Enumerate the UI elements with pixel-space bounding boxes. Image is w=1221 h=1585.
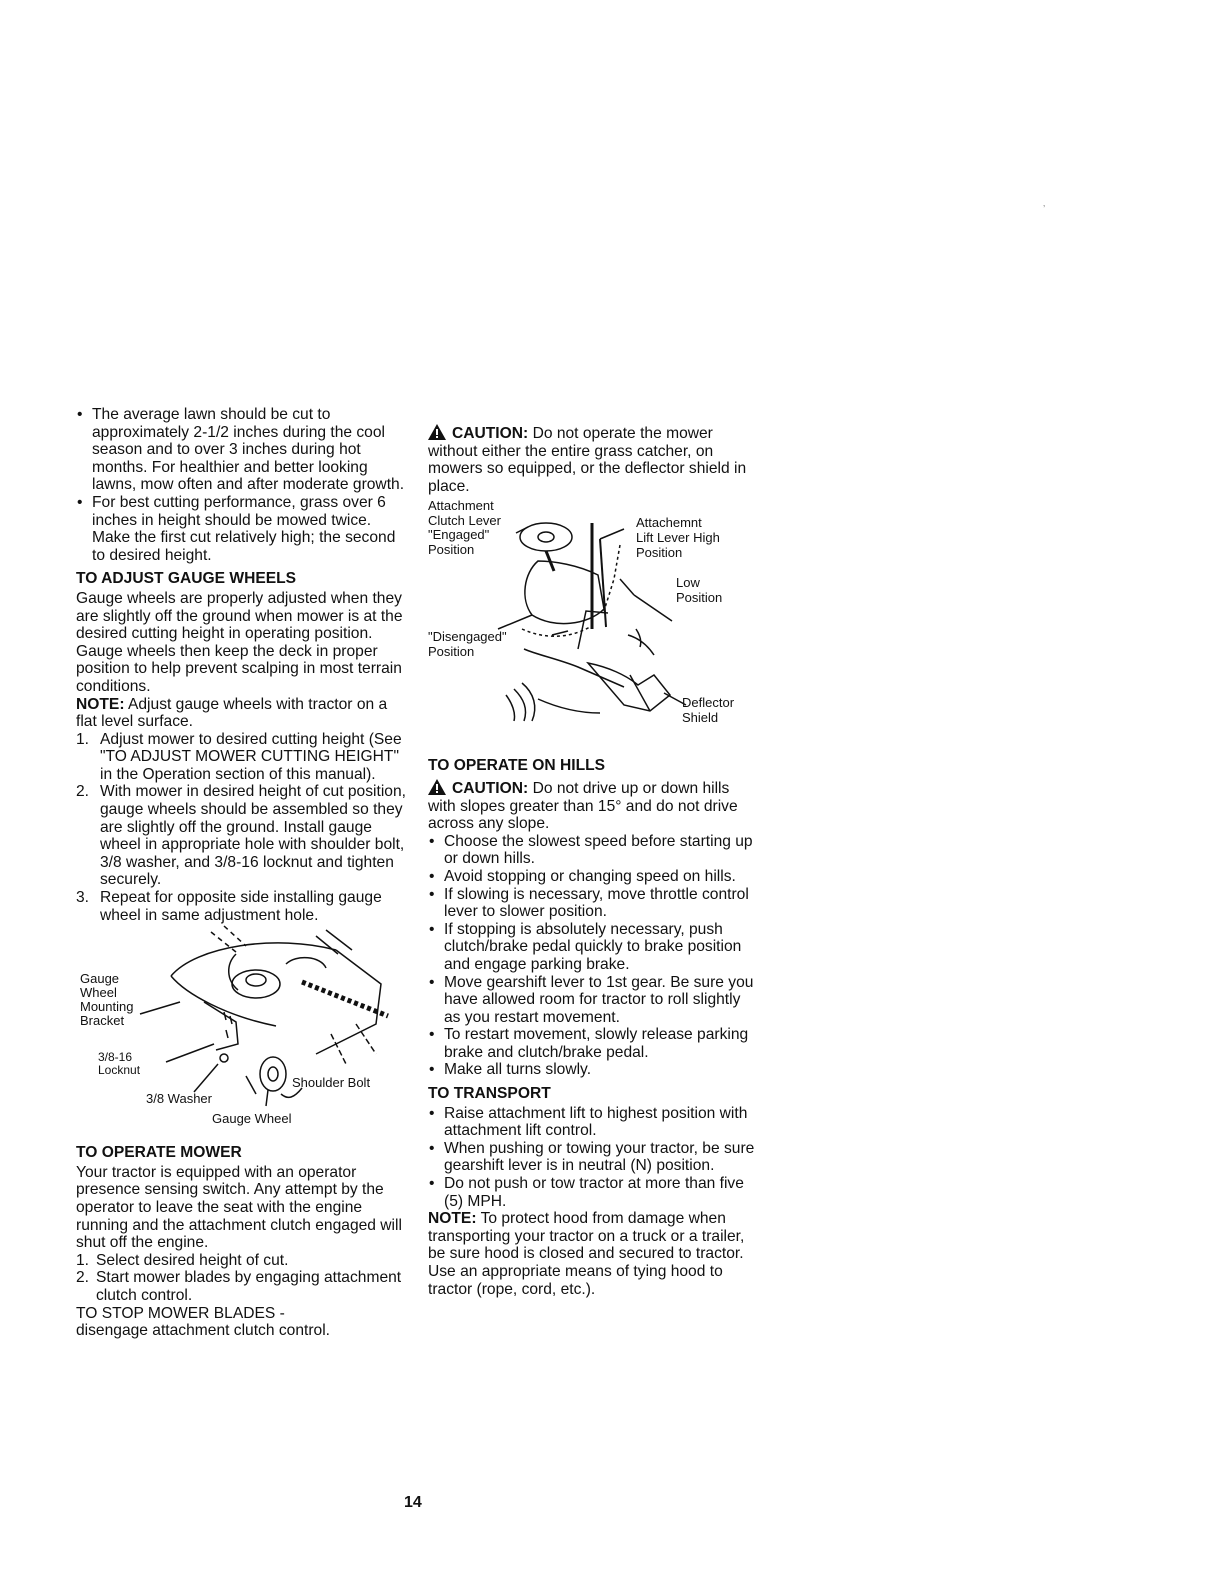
operate-steps-list — [76, 1252, 406, 1305]
note-text: To protect hood from damage when transporting your tractor on a truck or a trailer, be sure hood is closed and secured to tractor. Use an appropriate means of tying hood to tractor (rope, cord, etc.). — [428, 1210, 745, 1298]
step-number: 1. — [76, 1251, 90, 1269]
list-item — [76, 889, 406, 924]
page-number: 14 — [404, 1494, 422, 1511]
caution-label: CAUTION: — [452, 425, 529, 442]
list-item: • Avoid stopping or changing speed on hills. — [428, 868, 758, 886]
gauge-wheel-figure — [76, 924, 406, 1138]
attachment-lever-figure — [428, 499, 758, 747]
list-item: • Do not push or tow tractor at more than five (5) MPH. — [428, 1175, 758, 1210]
caution-grass-catcher — [428, 424, 758, 495]
hills-bullet-list — [428, 833, 758, 1079]
list-item — [76, 783, 406, 889]
hills-heading: TO OPERATE ON HILLS — [428, 757, 606, 775]
gauge-wheel-label: Gauge Wheel — [212, 1111, 292, 1127]
caution-text: Do not drive up or down hills with slopes greater than 15° and do not drive across any slope. — [428, 779, 738, 833]
caution-text: Do not operate the mower without either the entire grass catcher, on mowers so equipped, or the deflector shield in place. — [428, 425, 747, 495]
transport-heading: TO TRANSPORT — [428, 1085, 551, 1103]
list-item: • Make all turns slowly. — [428, 1061, 758, 1079]
caution-label: CAUTION: — [452, 779, 529, 797]
step-text: With mower in desired height of cut position, gauge wheels should be assembled so they are slightly off the ground. Install gauge wheel in appropriate hole with shoulder bolt, 3/8 washer, and 3/8-16 locknut and tighten securely. — [100, 783, 406, 889]
warning-icon — [428, 424, 446, 440]
gauge-steps-list — [76, 731, 406, 925]
scan-mark: ’ — [1043, 204, 1046, 215]
transport-bullet-list — [428, 1105, 758, 1211]
left-column — [76, 406, 406, 1340]
lift-high-label: Attachemnt Lift Lever High Position — [636, 515, 720, 561]
stop-blades-text: disengage attachment clutch control. — [76, 1322, 330, 1340]
step-number: 2. — [76, 1269, 90, 1287]
warning-icon — [428, 779, 446, 795]
low-position-label: Low Position — [676, 575, 723, 606]
gauge-wheel-illustration — [76, 924, 406, 1138]
list-item: • If slowing is necessary, move throttle control lever to slower position. — [428, 886, 758, 921]
note-text: Adjust gauge wheels with tractor on a flat level surface. — [76, 695, 388, 731]
gauge-wheels-paragraph: Gauge wheels are properly adjusted when they are slightly off the ground when mower is at the desired cutting height in operating position. Gauge wheels then keep the deck in proper position to help prevent scalping in most terrain conditions. — [76, 589, 403, 695]
step-text: Start mower blades by engaging attachment clutch control. — [96, 1269, 402, 1304]
list-item: • Move gearshift lever to 1st gear. Be sure you have allowed room for tractor to roll slightly as you restart movement. — [428, 974, 758, 1027]
list-item: • The average lawn should be cut to approximately 2-1/2 inches during the cool season and to over 3 inches during hot months. For healthier and better looking lawns, mow often and after moderate growth. — [76, 406, 406, 494]
list-item — [76, 1252, 406, 1270]
clutch-engaged-label: Attachment Clutch Lever "Engaged" Position — [428, 498, 501, 557]
list-item — [76, 731, 406, 784]
step-text: Adjust mower to desired cutting height (See "TO ADJUST MOWER CUTTING HEIGHT" in the Operation section of this manual). — [100, 730, 402, 783]
bracket-label: Gauge Wheel Mounting Bracket — [80, 971, 134, 1029]
locknut-label-1: 3/8-16 — [98, 1050, 133, 1065]
step-number: 2. — [76, 783, 90, 801]
list-item: • For best cutting performance, grass over 6 inches in height should be mowed twice. Make the first cut relatively high; the second to desired height. — [76, 494, 406, 564]
caution-hills — [428, 779, 758, 833]
gauge-note — [76, 696, 406, 731]
operate-mower-heading: TO OPERATE MOWER — [76, 1144, 242, 1162]
disengaged-label: "Disengaged" Position — [428, 629, 507, 660]
stop-blades-heading: TO STOP MOWER BLADES - — [76, 1304, 285, 1322]
right-column — [428, 424, 758, 1298]
gauge-wheels-heading: TO ADJUST GAUGE WHEELS — [76, 570, 297, 588]
step-number: 3. — [76, 889, 90, 907]
deflector-shield-label: Deflector Shield — [682, 695, 735, 726]
note-label: NOTE: — [428, 1210, 477, 1228]
locknut-label-2: Locknut — [98, 1063, 141, 1078]
operate-mower-paragraph: Your tractor is equipped with an operator presence sensing switch. Any attempt by the operator to leave the seat with the engine running and the attachment clutch engaged will shut off the engine. — [76, 1163, 402, 1252]
step-text: Select desired height of cut. — [96, 1251, 289, 1269]
list-item — [76, 1269, 406, 1304]
step-text: Repeat for opposite side installing gauge wheel in same adjustment hole. — [100, 889, 382, 924]
list-item: • If stopping is absolutely necessary, push clutch/brake pedal quickly to brake position and engage parking brake. — [428, 921, 758, 974]
transport-note — [428, 1210, 758, 1298]
list-item: • To restart movement, slowly release parking brake and clutch/brake pedal. — [428, 1026, 758, 1061]
intro-bullet-list — [76, 406, 406, 564]
shoulder-bolt-label: Shoulder Bolt — [292, 1075, 371, 1091]
step-number: 1. — [76, 730, 90, 748]
list-item: • When pushing or towing your tractor, be sure gearshift lever is in neutral (N) position. — [428, 1140, 758, 1175]
washer-label: 3/8 Washer — [146, 1091, 212, 1107]
list-item: • Choose the slowest speed before starting up or down hills. — [428, 833, 758, 868]
list-item: • Raise attachment lift to highest position with attachment lift control. — [428, 1105, 758, 1140]
note-label: NOTE: — [76, 695, 125, 713]
